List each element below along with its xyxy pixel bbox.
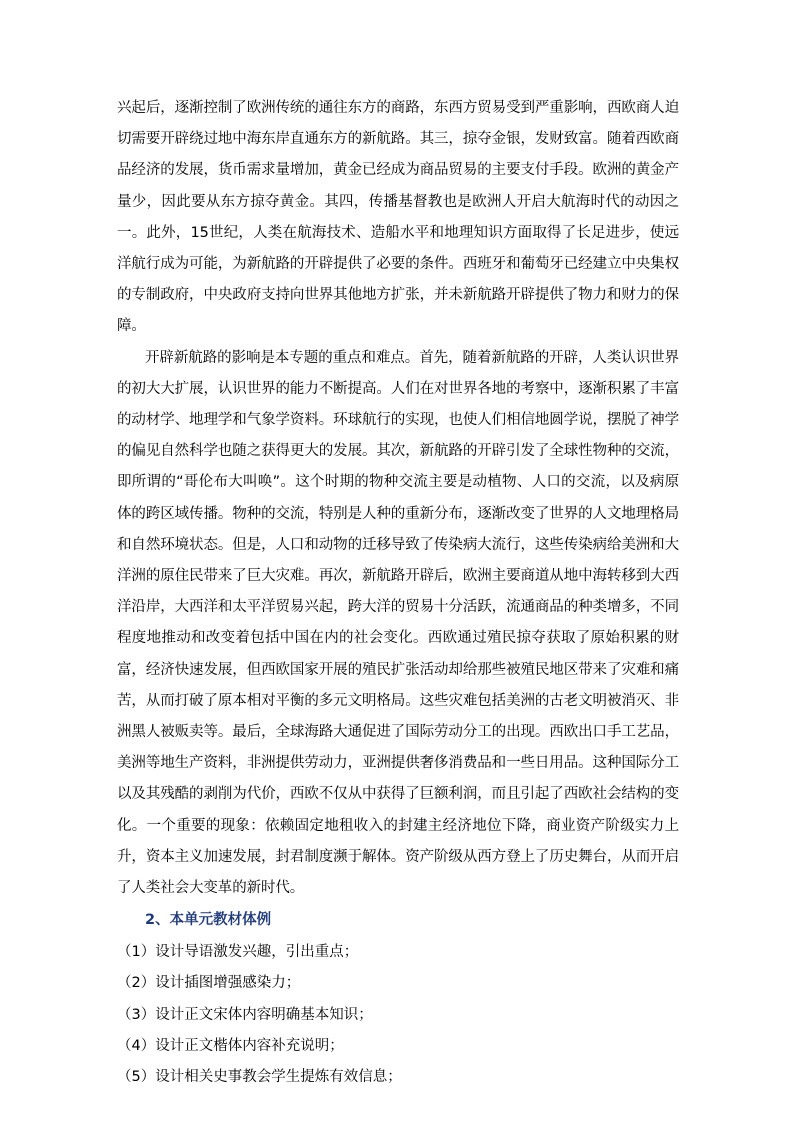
- list-item: （5）设计相关史事教会学生提炼有效信息；: [117, 1069, 402, 1086]
- body-paragraph-causes: 兴起后，逐渐控制了欧洲传统的通往东方的商路，东西方贸易受到严重影响，西欧商人迫切需要开辟绕过地中海东岸直通东方的新航路。其三，掠夺金银，发财致富。随着西欧商品经济的发展，货币需求量增加，黄金已经成为商品贸易的主要支付手段。欧洲的黄金产量少，因此要从东方掠夺黄金。其四，传播基督教也是欧洲人开启大航海时代的动因之一。此外，15世纪，人类在航海技术、造船水平和地理知识方面取得了长足进步，使远洋航行成为可能，为新航路的开辟提供了必要的条件。西班牙和葡萄牙已经建立中央集权的专制政府，中央政府支持向世界其他地方扩张，并未新航路开辟提供了物力和财力的保障。: [117, 100, 679, 335]
- list-item: （2）设计插图增强感染力；: [117, 975, 301, 992]
- list-item: （4）设计正文楷体内容补充说明；: [117, 1037, 344, 1054]
- body-paragraph-impact: 开辟新航路的影响是本专题的重点和难点。首先，随着新航路的开辟，人类认识世界的初大大扩展，认识世界的能力不断提高。人们在对世界各地的考察中，逐渐积累了丰富的动材学、地理学和气象学资料。环球航行的实现，也使人们相信地圆学说，摆脱了神学的偏见自然科学也随之获得更大的发展。其次，新航路的开辟引发了全球性物种的交流，即所谓的“哥伦布大叫唤”。这个时期的物种交流主要是动植物、人口的交流，以及病原体的跨区域传播。物种的交流，特别是人种的重新分布，逐渐改变了世界的人文地理格局和自然环境状态。但是，人口和动物的迁移导致了传染病大流行，这些传染病给美洲和大洋洲的原住民带来了巨大灾难。再次，新航路开辟后，欧洲主要商道从地中海转移到大西洋沿岸，大西洋和太平洋贸易兴起，跨大洋的贸易十分活跃，流通商品的种类增多，不同程度地推动和改变着包括中国在内的社会变化。西欧通过殖民掠夺获取了原始积累的财富，经济快速发展，但西欧国家开展的殖民扩张活动却给那些被殖民地区带来了灾难和痛苦，从而打破了原本相对平衡的多元文明格局。这些灾难包括美洲的古老文明被消灭、非洲黑人被贩卖等。最后，全球海路大通促进了国际劳动分工的出现。西欧出口手工艺品，美洲等地生产资料，非洲提供劳动力，亚洲提供奢侈消费品和一些日用品。这种国际分工以及其残酷的剥削为代价，西欧不仅从中获得了巨额利润，而且引起了西欧社会结构的变化。一个重要的现象：依赖固定地租收入的封建主经济地位下降，商业资产阶级实力上升，资本主义加速发展，封君制度濒于解体。资产阶级从西方登上了历史舞台，从而开启了人类社会大变革的新时代。: [117, 349, 679, 897]
- page-content: [117, 93, 679, 1093]
- list-item: （3）设计正文宋体内容明确基本知识；: [117, 1006, 373, 1023]
- section-heading: 2、本单元教材体例: [145, 912, 272, 929]
- textbook-structure-list: [117, 937, 679, 1093]
- list-item: （1）设计导语激发兴趣，引出重点；: [117, 944, 359, 961]
